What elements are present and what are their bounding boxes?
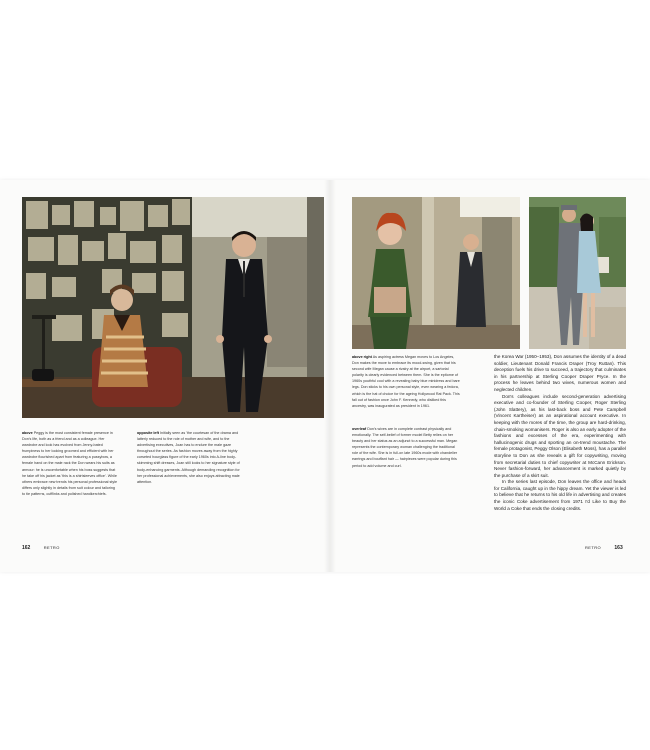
caption-overleaf (352, 426, 460, 469)
caption-above-right-text: As aspiring actress Megan moves to Los Angeles, Don makes the move to embrace its mood-swing, given that his second wife Megan cause a rivalry at the airport, a sartorial polarity is clearly evidenced between them. She is the epitome of 1960s youthful cool with a revealing baby blue minidress and bare legs. Don sticks to his own personal style, even wearing a fedora, which is the hat of choice for the ageing Hollywood Rat Pack. This fall out of fashion once John F. Kennedy, who disliked this ancestry, was inaugurated as president in 1961. (352, 355, 460, 408)
folio-left (22, 545, 60, 551)
section-name-left: RETRO (43, 545, 60, 550)
photo-couple-scene (529, 197, 626, 349)
photo-green-dress-scene (352, 197, 520, 349)
folio-right (585, 545, 623, 551)
section-name-right: RETRO (585, 545, 601, 550)
caption-above-label: above (22, 431, 33, 435)
caption-opposite-left-text: Initially seen as 'the courtesan of the drama and latterly reduced to the role of mother and wife, and to the advertising executives, Joan has to endure the male gaze throughout the series. As fashion moves away from the highly corseted hourglass figure of the early 1960s into A-line body-skimming shift dresses, Joan still looks to her signature style of body-enhancing garments. Although demanding recognition for her professional achievements, she also enjoys attracting male attention. (137, 431, 240, 484)
caption-above (22, 430, 118, 497)
caption-above-right (352, 354, 460, 409)
photo-green-dress-illustration (352, 197, 520, 349)
body-text (494, 354, 626, 512)
page-number-right: 163 (614, 545, 623, 551)
photo-couple-illustration (529, 197, 626, 349)
body-paragraph-1: the Korea War (1950–1953), Don assumes the identity of a dead soldier, Lieutenant Donald Francis Draper (Troy Ruttan). This deception fuels his drive to succeed, a trajectory that culminates in his partnership at Sterling Cooper Draper Pryce. In the process he leaves behind two wives, numerous women and neglected children. (494, 354, 626, 392)
body-paragraph-3: In the series last episode, Don leaves the office and heads for California, caught up in the hippy dream. Yet the viewer is led to believe that he returns to his old life in advertising and creates the iconic Coke advertisement from 1971 I'd Like to Buy the World a Coke that ends the closing credits. (494, 479, 626, 511)
caption-overleaf-text: Don's wives are in complete contrast physically and emotionally. The self-belief of former model Betty relies on her beauty and her status as an adjunct to a successful man. Megan represents the contemporary woman challenging the traditional role of the wife. She is in full-on late 1960s mode with chandelier earrings and bouffant hair — hairpieces were popular during this period to add volume and curl. (352, 427, 458, 468)
caption-opposite-left-label: opposite left (137, 431, 159, 435)
caption-opposite-left (137, 430, 245, 485)
body-paragraph-2: Don's colleagues include second-generation advertising executive and co-founder of Sterling Cooper, Roger Sterling (John Slattery), as his last-back boss and Pete Campbell (Vincent Kartheiser) as an aspirational account executive. In keeping with the mores of the time, the group are hard-drinking, chain-smoking womanisers. Roger is also an early adopter of the fashions and excesses of the era, experimenting with hallucinogenic drugs and sporting an on-trend moustache. The female protagonist, Peggy Olson (Elisabeth Moss), has a parallel storyline to Don as she reveals a gift for copywriting, moving from secretarial duties to chief copywriter at McCann Erickson. Never fashion-forward, her advancement is marked quietly by the purchase of a skirt suit. (494, 393, 627, 478)
book-gutter (324, 180, 336, 572)
photo-office-scene-illustration (22, 197, 324, 418)
caption-above-text: Peggy is the most consistent female presence in Don's life, both as a friend and as a colleague. Her wardrobe and look has evolved from Jenny-bated frumpiness to her looking groomed and efficient with her wardrobe flourished apart from featuring a pussybow, a female hand on the male rack the Don wears his suits as armour: he is uncomfortable when his boss suggests that he take off his jacket as 'this is a shirtsleeves office'. While others embrace new trends his personal professional style differs only slightly in details from suit colour and tailoring to tie patterns, cufflinks and polished handkerchiefs. (22, 431, 118, 496)
caption-overleaf-label: overleaf (352, 427, 367, 431)
page-number-left: 162 (22, 545, 31, 551)
caption-above-right-label: above right (352, 355, 372, 359)
book-spread (0, 180, 650, 572)
photo-office-scene (22, 197, 324, 418)
